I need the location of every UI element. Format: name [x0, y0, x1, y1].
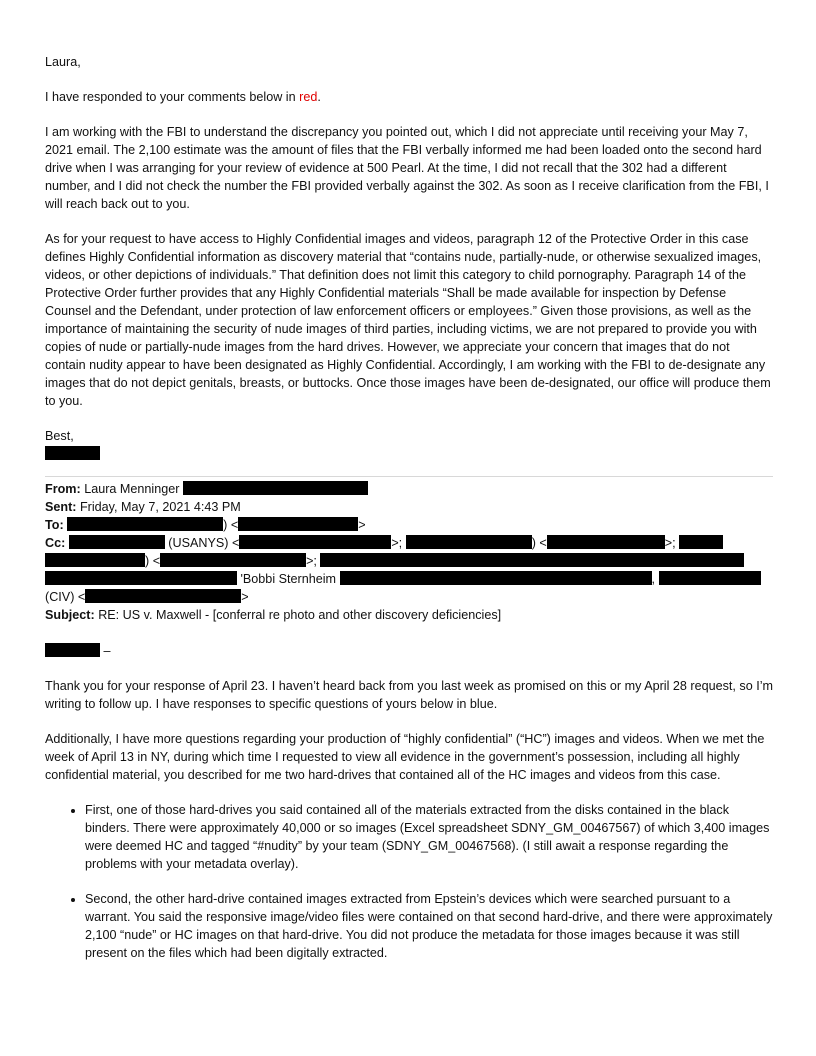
redaction-to-address	[238, 517, 358, 531]
signoff: Best,	[45, 427, 773, 463]
greeting: Laura,	[45, 55, 81, 69]
intro-line: I have responded to your comments below in red.	[45, 90, 321, 104]
email-header	[45, 480, 773, 624]
original-salutation: –	[45, 642, 773, 660]
red-word: red	[299, 90, 318, 104]
redaction-cc-name-4	[45, 553, 145, 567]
redaction-cc-address-2	[547, 535, 665, 549]
redaction-cc-address-8	[85, 589, 241, 603]
cc-line-2: ) < >;	[45, 552, 773, 570]
redaction-to-name	[67, 517, 223, 531]
cc-line-3: 'Bobbi Sternheim ,	[45, 570, 773, 588]
cc-line-4: (CIV) < >	[45, 590, 249, 604]
redaction-cc-address-4	[160, 553, 306, 567]
from-line: From: Laura Menninger	[45, 480, 773, 498]
redaction-cc-name-2	[406, 535, 532, 549]
to-line: To: ) < >	[45, 518, 366, 532]
reply-paragraph-1: I am working with the FBI to understand the discrepancy you pointed out, which I did not appreciate until receiving your May 7, 2021 email. The 2,100 estimate was the amount of files that the FBI verbally informed me had been loaded onto the second hard drive when I was arranging for your review of evidence at 500 Pearl. At the time, I did not recall that the 302 had a different number, and I did not check the number the FBI provided verbally against the 302. As soon as I receive clarification from the FBI, I will reach back out to you.	[45, 125, 769, 211]
redaction-from-address	[183, 481, 368, 495]
email-document	[45, 53, 773, 979]
list-item: • Second, the other hard-drive contained images extracted from Epstein’s devices which were searched pursuant to a warrant. You said the responsive image/video files were contained on that second hard-drive, and there were approximately 2,100 “nude” or HC images on that hard-drive. You did not produce the metadata for those images because it was still present on the files which had been digitally extracted.	[85, 890, 773, 962]
header-divider	[45, 476, 773, 477]
original-paragraph-2: Additionally, I have more questions regarding your production of “highly confidential” (“HC”) images and videos. When we met the week of April 13 in NY, during which time I requested to view all evidence in the government’s possession, including all highly confidential material, you described for me two hard-drives that contained all of the HC images and videos from this case.	[45, 732, 765, 782]
redaction-salutation-name	[45, 643, 100, 657]
cc-line: Cc: (USANYS) < >; ) < >;	[45, 534, 773, 552]
list-item: • First, one of those hard-drives you said contained all of the materials extracted from the disks contained in the black binders. There were approximately 40,000 or so images (Excel spreadsheet SDNY_GM_00467567) of which 3,400 images were deemed HC and tagged “#nudity” by your team (SDNY_GM_00467568). (I still await a response regarding the problems with your metadata overlay).	[85, 801, 773, 873]
hard-drive-list	[45, 801, 773, 962]
sent-line: Sent: Friday, May 7, 2021 4:43 PM	[45, 500, 241, 514]
redaction-cc-name-8	[659, 571, 761, 585]
redaction-signature	[45, 446, 100, 460]
subject-line: Subject: RE: US v. Maxwell - [conferral re photo and other discovery deficiencies]	[45, 608, 502, 622]
redaction-cc-addresses-5	[320, 553, 744, 567]
redaction-cc-name-3	[679, 535, 723, 549]
redaction-cc-address-1	[239, 535, 391, 549]
redaction-cc-address-6	[45, 571, 237, 585]
reply-paragraph-2: As for your request to have access to Highly Confidential images and videos, paragraph 12 of the Protective Order in this case defines Highly Confidential information as discovery material that “contains nude, partially-nude, or otherwise sexualized images, videos, or other depictions of individuals.” That definition does not limit this category to child pornography. Paragraph 14 of the Protective Order further provides that any Highly Confidential materials “Shall be made available for inspection by Defense Counsel and the Defendant, under protection of law enforcement officers or employees.” Given those provisions, as well as the importance of maintaining the security of nude images of third parties, including victims, we are not prepared to provide you with copies of nude or partially-nude images from the hard drives. However, we appreciate your concern that images that do not contain nudity appear to have been designated as Highly Confidential. Accordingly, I am working with the FBI to de-designate any images that do not depict genitals, breasts, or buttocks. Once those images have been de-designated, our office will produce them to you.	[45, 232, 771, 408]
redaction-cc-name-1	[69, 535, 165, 549]
original-paragraph-1: Thank you for your response of April 23. I haven’t heard back from you last week as promised on this or my April 28 request, so I’m writing to follow up. I have responses to specific questions of yours below in blue.	[45, 679, 773, 711]
redaction-cc-address-7	[340, 571, 652, 585]
